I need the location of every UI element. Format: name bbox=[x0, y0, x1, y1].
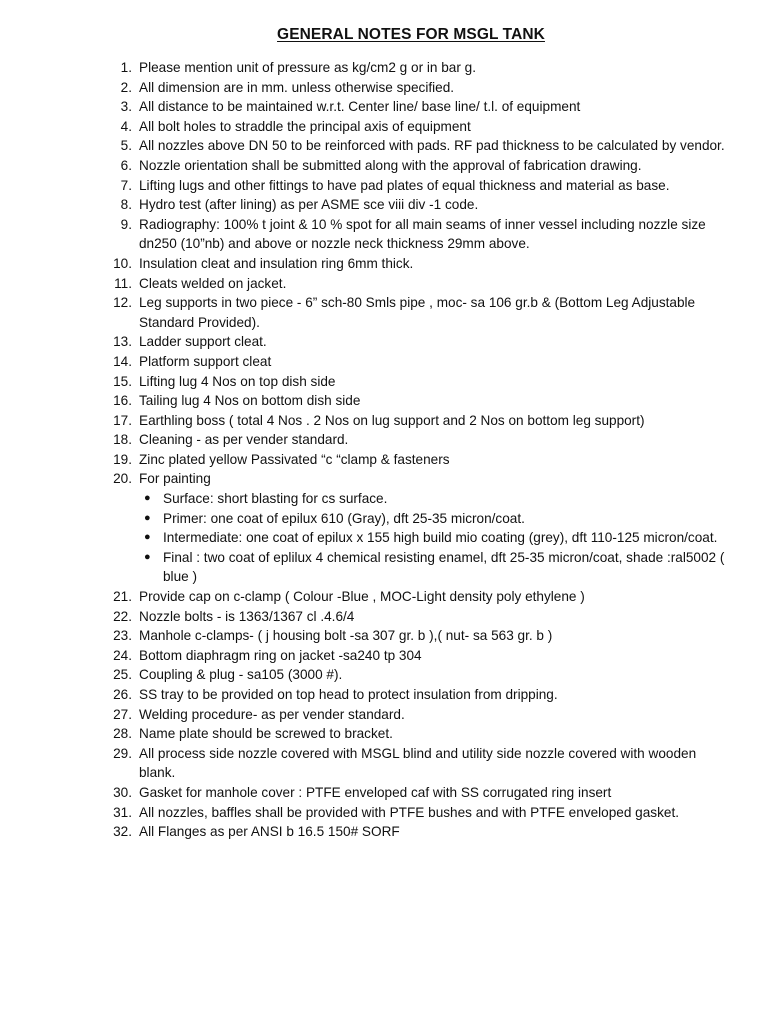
list-item bbox=[0, 156, 768, 176]
note-text: All process side nozzle covered with MSGL blind and utility side nozzle covered with wooden blank. bbox=[139, 745, 697, 781]
notes-list bbox=[0, 58, 768, 842]
list-item bbox=[0, 803, 768, 823]
list-item bbox=[0, 332, 768, 352]
list-item bbox=[0, 587, 768, 607]
note-number: 8. bbox=[120, 197, 132, 213]
note-number: 13. bbox=[113, 334, 132, 350]
note-text: All distance to be maintained w.r.t. Center line/ base line/ t.l. of equipment bbox=[139, 99, 581, 115]
note-text: Platform support cleat bbox=[139, 353, 272, 369]
list-item bbox=[0, 646, 768, 666]
note-text: Gasket for manhole cover : PTFE enveloped caf with SS corrugated ring insert bbox=[139, 784, 612, 800]
bullet-icon: ● bbox=[144, 531, 151, 544]
list-item bbox=[0, 469, 768, 587]
list-item bbox=[0, 744, 768, 783]
list-item bbox=[0, 665, 768, 685]
page-title: GENERAL NOTES FOR MSGL TANK bbox=[277, 26, 545, 43]
note-number: 9. bbox=[120, 216, 132, 232]
note-text: Leg supports in two piece - 6” sch-80 Smls pipe , moc- sa 106 gr.b & (Bottom Leg Adjustable Standard Provided). bbox=[139, 295, 696, 330]
list-item bbox=[0, 176, 768, 196]
note-text: Tailing lug 4 Nos on bottom dish side bbox=[139, 393, 361, 409]
painting-text: Surface: short blasting for cs surface. bbox=[163, 491, 388, 507]
note-number: 5. bbox=[120, 138, 132, 154]
note-number: 16. bbox=[113, 393, 132, 409]
list-item bbox=[0, 215, 768, 254]
note-number: 12. bbox=[113, 295, 132, 311]
note-number: 25. bbox=[113, 667, 132, 683]
note-text: All Flanges as per ANSI b 16.5 150# SORF bbox=[139, 824, 400, 840]
list-item bbox=[0, 117, 768, 137]
note-text: All nozzles, baffles shall be provided with PTFE bushes and with PTFE enveloped gasket. bbox=[139, 804, 680, 820]
note-number: 1. bbox=[120, 60, 132, 75]
note-text: Zinc plated yellow Passivated “c “clamp & fasteners bbox=[139, 451, 450, 467]
list-item bbox=[0, 136, 768, 156]
note-text: Bottom diaphragm ring on jacket -sa240 tp 304 bbox=[139, 647, 422, 663]
list-item bbox=[0, 411, 768, 431]
list-item bbox=[0, 254, 768, 274]
note-text: Insulation cleat and insulation ring 6mm thick. bbox=[139, 255, 414, 271]
list-item bbox=[0, 274, 768, 294]
bullet-icon: ● bbox=[144, 550, 151, 563]
note-number: 31. bbox=[113, 804, 132, 820]
painting-text: Intermediate: one coat of epilux x 155 high build mio coating (grey), dft 110-125 micron/coat. bbox=[163, 530, 718, 546]
list-item bbox=[0, 705, 768, 725]
note-text: Lifting lug 4 Nos on top dish side bbox=[139, 373, 336, 389]
note-number: 11. bbox=[114, 275, 132, 291]
note-text: All bolt holes to straddle the principal axis of equipment bbox=[139, 118, 471, 134]
note-text: SS tray to be provided on top head to protect insulation from dripping. bbox=[139, 687, 558, 702]
note-number: 32. bbox=[113, 824, 132, 840]
note-number: 19. bbox=[113, 451, 132, 467]
note-number: 7. bbox=[120, 177, 132, 193]
note-number: 30. bbox=[113, 784, 132, 800]
note-number: 24. bbox=[113, 647, 132, 663]
list-item bbox=[0, 626, 768, 646]
list-item bbox=[0, 685, 768, 705]
bullet-icon: ● bbox=[144, 492, 151, 505]
note-number: 10. bbox=[113, 255, 132, 271]
note-text: For painting bbox=[139, 471, 211, 487]
list-item bbox=[0, 78, 768, 98]
note-number: 26. bbox=[113, 687, 132, 702]
note-text: All dimension are in mm. unless otherwise specified. bbox=[139, 79, 455, 95]
note-text: Nozzle bolts - is 1363/1367 cl .4.6/4 bbox=[139, 608, 355, 624]
note-number: 28. bbox=[113, 726, 132, 742]
note-text: Welding procedure- as per vender standard. bbox=[139, 706, 405, 722]
list-item bbox=[0, 195, 768, 215]
note-number: 3. bbox=[120, 99, 132, 115]
painting-item bbox=[139, 548, 728, 587]
note-text: Cleaning - as per vender standard. bbox=[139, 432, 349, 448]
note-text: Nozzle orientation shall be submitted along with the approval of fabrication drawing. bbox=[139, 157, 642, 173]
note-text: Earthling boss ( total 4 Nos . 2 Nos on lug support and 2 Nos on bottom leg support) bbox=[139, 412, 645, 428]
note-number: 21. bbox=[113, 589, 132, 605]
note-text: Hydro test (after lining) as per ASME sce viii div -1 code. bbox=[139, 197, 479, 213]
note-number: 15. bbox=[113, 373, 132, 389]
note-number: 18. bbox=[113, 432, 132, 448]
painting-item bbox=[139, 489, 728, 509]
note-number: 27. bbox=[113, 706, 132, 722]
painting-text: Final : two coat of eplilux 4 chemical resisting enamel, dft 25-35 micron/coat, shade :ral5002 ( blue ) bbox=[163, 549, 725, 585]
note-number: 20. bbox=[113, 471, 132, 487]
list-item bbox=[0, 58, 768, 78]
list-item bbox=[0, 607, 768, 627]
painting-item bbox=[139, 528, 728, 548]
list-item bbox=[0, 293, 768, 332]
list-item bbox=[0, 352, 768, 372]
list-item bbox=[0, 372, 768, 392]
list-item bbox=[0, 430, 768, 450]
note-number: 29. bbox=[113, 745, 132, 761]
note-number: 23. bbox=[113, 628, 132, 644]
note-text: Name plate should be screwed to bracket. bbox=[139, 726, 393, 742]
list-item bbox=[0, 724, 768, 744]
list-item bbox=[0, 783, 768, 803]
list-item bbox=[0, 822, 768, 842]
note-text: Provide cap on c-clamp ( Colour -Blue , MOC-Light density poly ethylene ) bbox=[139, 589, 585, 605]
painting-item bbox=[139, 509, 728, 529]
note-text: Lifting lugs and other fittings to have pad plates of equal thickness and material as base. bbox=[139, 177, 670, 193]
note-text: Radiography: 100% t joint & 10 % spot for all main seams of inner vessel including nozzle size dn250 (10”nb) and above or nozzle neck thickness 29mm above. bbox=[139, 216, 706, 252]
note-number: 4. bbox=[120, 118, 132, 134]
list-item bbox=[0, 391, 768, 411]
note-number: 6. bbox=[120, 157, 132, 173]
note-text: Ladder support cleat. bbox=[139, 334, 267, 350]
note-text: All nozzles above DN 50 to be reinforced with pads. RF pad thickness to be calculated by vendor. bbox=[139, 138, 725, 154]
note-number: 17. bbox=[113, 412, 132, 428]
painting-list bbox=[139, 489, 728, 587]
note-text: Please mention unit of pressure as kg/cm2 g or in bar g. bbox=[139, 60, 476, 75]
note-text: Coupling & plug - sa105 (3000 #). bbox=[139, 667, 343, 683]
note-number: 2. bbox=[120, 79, 132, 95]
painting-text: Primer: one coat of epilux 610 (Gray), dft 25-35 micron/coat. bbox=[163, 510, 525, 526]
list-item bbox=[0, 97, 768, 117]
note-number: 14. bbox=[113, 353, 132, 369]
note-number: 22. bbox=[113, 608, 132, 624]
note-text: Manhole c-clamps- ( j housing bolt -sa 307 gr. b ),( nut- sa 563 gr. b ) bbox=[139, 628, 553, 644]
list-item bbox=[0, 450, 768, 470]
bullet-icon: ● bbox=[144, 511, 151, 524]
note-text: Cleats welded on jacket. bbox=[139, 275, 287, 291]
